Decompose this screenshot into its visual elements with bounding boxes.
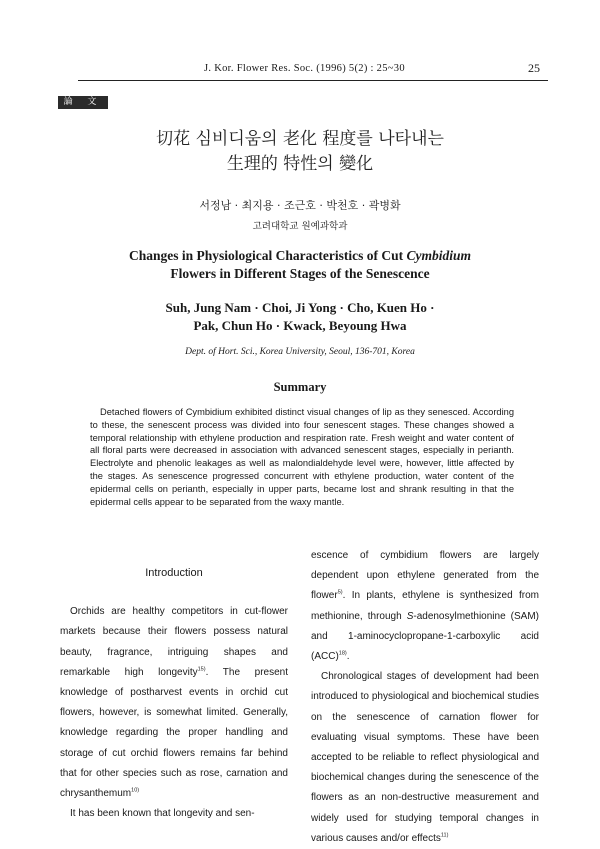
left-column: [60, 546, 288, 824]
intro-paragraph-2-cont: escence of cymbidium flowers are largely dependent upon ethylene generated from the flower$^{5)}$. In plants, ethylene is synthesized from methionine, through S-adenosylmethionine (SAM) and 1-aminocyclopropane-1-carboxylic acid (ACC)$^{18)}$.: [311, 550, 540, 663]
intro-paragraph-3: Chronological stages of development had been introduced to physiological and biochemical studies on the senescence of carnation flower for evaluating visual symptoms. These have been accepted to be reliable to reflect physiological and biochemical changes during the senescence of the flowers as an non-destructive measurement and widely used for studying temporal changes in various causes and/or effects$^{11)}$: [311, 671, 539, 844]
english-title-genus: Cymbidium: [406, 248, 471, 263]
citation-ref: 5): [337, 590, 343, 597]
running-header: [78, 60, 548, 81]
citation-ref: 18): [338, 650, 347, 657]
right-column: [311, 546, 539, 849]
english-title-line2: Flowers in Different Stages of the Senescence: [170, 266, 430, 281]
korean-authors: 서정남 · 최지용 · 조근호 · 박천호 · 곽병화: [199, 199, 401, 212]
article-type-badge: 論 文: [58, 96, 108, 109]
english-affiliation: Dept. of Hort. Sci., Korea University, Seoul, 136-701, Korea: [185, 347, 415, 357]
introduction-heading: Introduction: [145, 567, 203, 579]
english-authors-line2: Pak, Chun Ho · Kwack, Beyoung Hwa: [193, 318, 407, 333]
journal-citation: J. Kor. Flower Res. Soc. (1996) 5(2) : 25~30: [204, 63, 405, 74]
summary-heading: Summary: [273, 380, 327, 394]
abstract-text: Detached flowers of Cymbidium exhibited distinct visual changes of lip as they senesced. According to these, the senescent process was divided into four senescent stages. These changes showed a temporal relationship with ethylene production and respiration rate. Fresh weight and water content of all floral parts were decreased in association with advanced senescent stages, especially in perianth. Electrolyte and phenolic leakages as well as malondialdehyde level were, however, little affected by the stages. As senescence progressed concurrent with ethylene production, water content of the epidermal cells on perianth, especially in upper parts, became lost and shrank resulting in that the epidermal cells appear to be separated from the waxy mantle.: [90, 407, 514, 507]
citation-ref: 15): [197, 666, 206, 673]
intro-paragraph-1: Orchids are healthy competitors in cut-flower markets because their flowers possess natural beauty, fragrance, intriguing shapes and remarkable high longevity$^{15)}$. The present knowledge of postharvest events in orchid cut flowers, however, is somewhat limited. Generally, knowledge regarding the proper handling and storage of cut orchid flowers remains far behind that for other species such as rose, carnation and chrysanthemum$^{10)}$: [60, 606, 288, 800]
english-authors-line1: Suh, Jung Nam · Choi, Ji Yong · Cho, Kuen Ho ·: [165, 300, 435, 315]
intro-paragraph-2: It has been known that longevity and sen-: [70, 808, 255, 820]
english-title-prefix: Changes in Physiological Characteristics of Cut: [128, 248, 407, 263]
korean-affiliation: 고려대학교 원예과학과: [252, 221, 348, 232]
abstract: [90, 406, 514, 508]
english-title-line1: [0, 248, 600, 264]
page-number: 25: [528, 61, 540, 75]
citation-ref: 11): [440, 832, 449, 839]
korean-title-line1: 切花 심비디움의 老化 程度를 나타내는: [156, 129, 444, 149]
citation-ref: 10): [131, 787, 140, 794]
korean-title-line2: 生理的 特性의 變化: [226, 154, 374, 174]
